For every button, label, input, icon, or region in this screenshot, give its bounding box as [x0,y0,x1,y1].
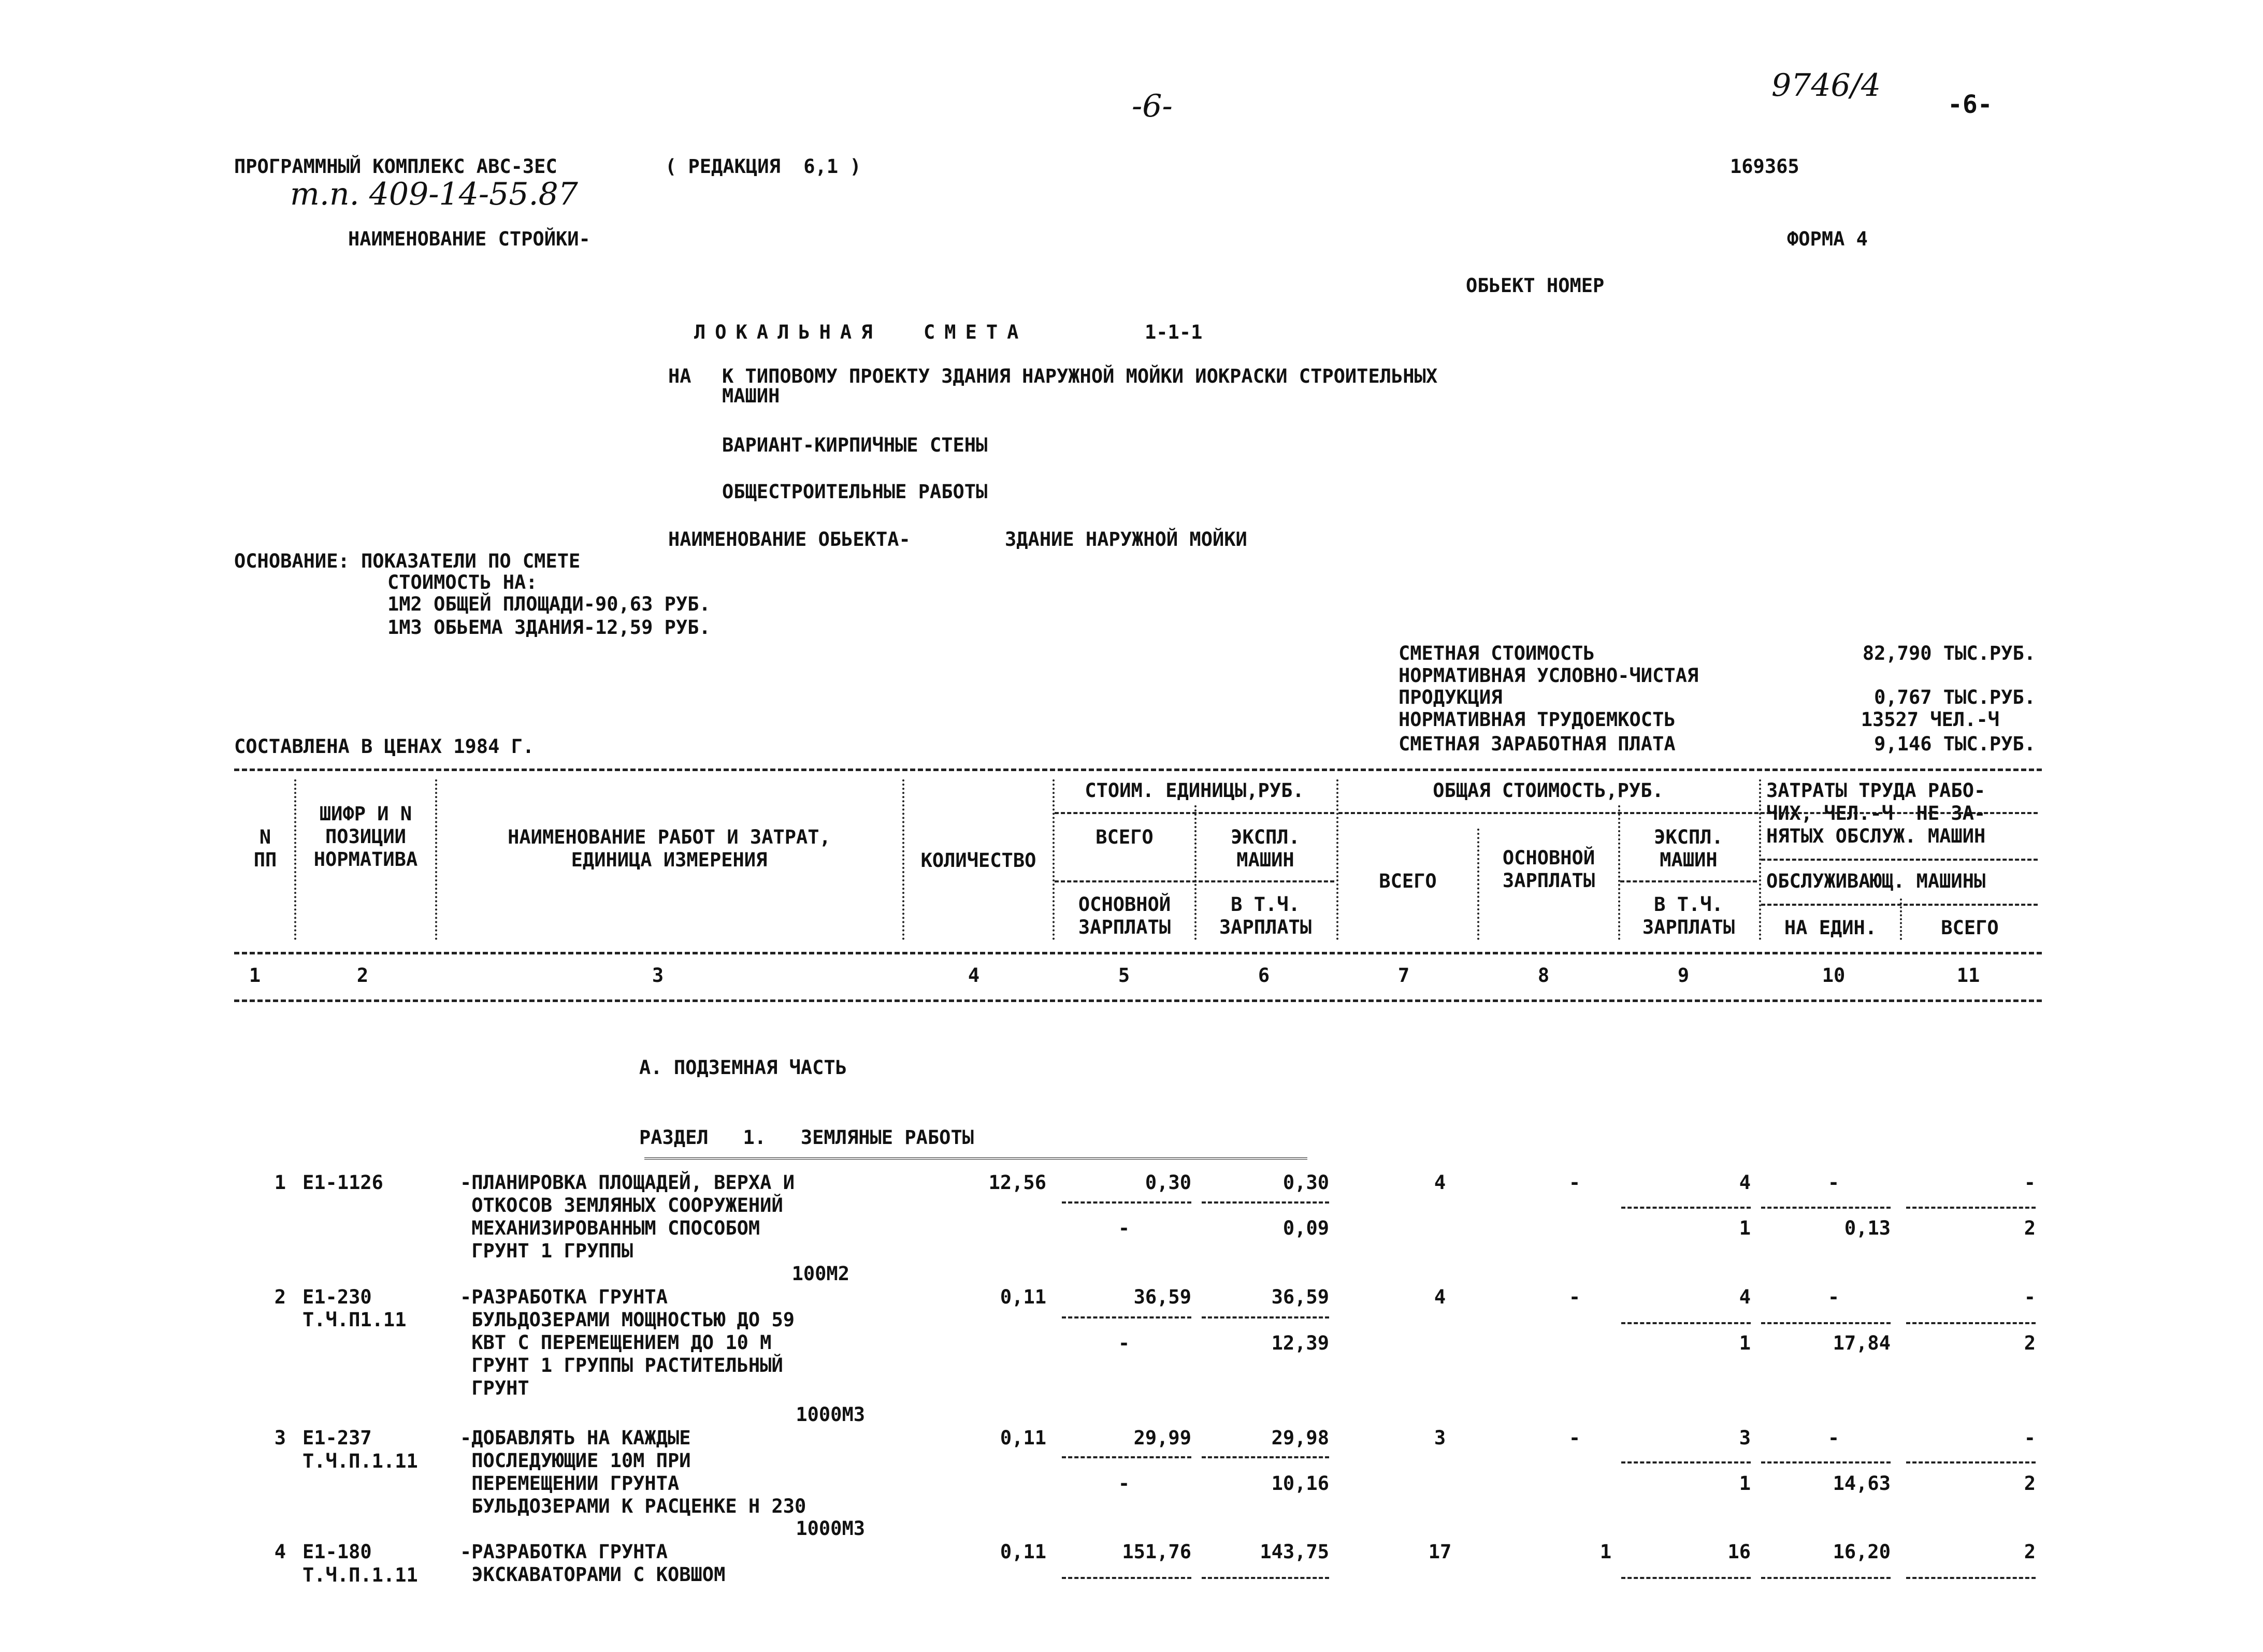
row-total-ekspl: 4 [1739,1286,1751,1308]
header-total-vt: В Т.Ч. ЗАРПЛАТЫ [1642,893,1735,938]
row-qty: 12,56 [988,1171,1046,1194]
form-label: ФОРМА 4 [1787,228,1868,250]
header-col-name: НАИМЕНОВАНИЕ РАБОТ И ЗАТРАТ, ЕДИНИЦА ИЗМЕРЕНИЯ [508,826,831,871]
estimate-subject-line2: МАШИН [722,385,780,407]
estimate-on-prefix: НА [668,365,691,387]
row-unit-ekspl: 143,75 [1260,1541,1329,1563]
estimate-title: ЛОКАЛЬНАЯ СМЕТА [694,321,1028,343]
col-number: 10 [1822,964,1846,987]
row-name: -РАЗРАБОТКА ГРУНТА БУЛЬДОЗЕРАМИ МОЩНОСТЬЮ ДО 59 КВТ С ПЕРЕМЕЩЕНИЕМ ДО 10 М ГРУНТ 1 ГРУППЫ РАСТИТЕЛЬНЫЙ ГРУНТ [460,1286,795,1399]
summary-label-5: СМЕТНАЯ ЗАРАБОТНАЯ ПЛАТА [1399,733,1676,755]
header-col-n: N ПП [253,826,277,871]
estimate-works: ОБЩЕСТРОИТЕЛЬНЫЕ РАБОТЫ [722,481,988,503]
row-total-osn: - [1568,1427,1581,1449]
row-labor-total: 2 [2024,1472,2036,1495]
row-subrule [1621,1322,1751,1324]
col-number: 1 [249,964,261,987]
header-total-vsego: ВСЕГО [1379,870,1437,892]
header-subrule [1055,812,1334,814]
row-qty: 0,11 [1000,1427,1046,1449]
row-labor-total-top: - [2024,1171,2036,1194]
header-labor-obsl: ОБСЛУЖИВАЮЩ. МАШИНЫ [1766,870,1986,892]
row-labor-total-top: - [2024,1286,2036,1308]
row-subrule [1202,1456,1329,1458]
row-labor-unit: 17,84 [1833,1332,1891,1354]
row-subrule [1761,1577,1891,1579]
table-colnum-rule [234,999,2042,1002]
row-labor-total: 2 [2024,1217,2036,1239]
row-total-vt: 1 [1739,1332,1751,1354]
basis-line4: 1М3 ОБЬЕМА ЗДАНИЯ-12,59 РУБ. [387,616,711,639]
row-total-osn: 1 [1599,1541,1612,1563]
row-unit-ekspl: 0,30 [1282,1171,1329,1194]
row-code-note: Т.Ч.П1.11 [302,1309,407,1331]
row-unit-vt-zp: 12,39 [1271,1332,1329,1354]
row-total-vsego: 4 [1434,1286,1446,1308]
row-total-ekspl: 3 [1739,1427,1751,1449]
row-name: -РАЗРАБОТКА ГРУНТА ЭКСКАВАТОРАМИ С КОВШОМ [460,1541,726,1586]
row-subrule [1761,1322,1891,1324]
row-code: Е1-1126 [302,1171,383,1194]
col-number: 5 [1118,964,1130,987]
row-subrule [1202,1201,1329,1204]
row-unit-vt-zp: 10,16 [1271,1472,1329,1495]
header-subrule [1055,880,1334,882]
row-total-vsego: 4 [1434,1171,1446,1194]
object-name-label: НАИМЕНОВАНИЕ ОБЬЕКТА- [668,528,911,550]
row-labor-unit-top: - [1827,1286,1840,1308]
row-unit-osn-zp: - [1118,1332,1130,1354]
col-number: 7 [1397,964,1410,987]
col-number: 2 [356,964,369,987]
basis-line2: СТОИМОСТЬ НА: [387,571,538,593]
row-unit: 100М2 [791,1263,849,1285]
summary-value-5: 9,146 ТЫС.РУБ. [1874,733,2036,755]
document-number-handwritten: 9746/4 [1771,67,1881,104]
row-code-note: Т.Ч.П.1.11 [302,1564,418,1586]
project-number-handwritten: т.п. 409-14-55.87 [290,176,578,212]
header-labor: ЗАТРАТЫ ТРУДА РАБО- ЧИХ, ЧЕЛ.-Ч НЕ ЗА- НЯТЫХ ОБСЛУЖ. МАШИН [1766,779,1986,847]
row-total-osn: - [1568,1171,1581,1194]
row-total-ekspl: 4 [1739,1171,1751,1194]
col-divider [1336,779,1338,940]
object-number-label: ОБЬЕКТ НОМЕР [1466,274,1605,297]
summary-value-3: 0,767 ТЫС.РУБ. [1874,686,2036,708]
header-unit-vsego: ВСЕГО [1096,826,1154,848]
row-unit-vt-zp: 0,09 [1282,1217,1329,1239]
estimate-subject-line1: К ТИПОВОМУ ПРОЕКТУ ЗДАНИЯ НАРУЖНОЙ МОЙКИ ИОКРАСКИ СТРОИТЕЛЬНЫХ [722,365,1438,387]
row-unit: 1000М3 [796,1403,865,1426]
row-subrule [1202,1316,1329,1318]
row-name: -ДОБАВЛЯТЬ НА КАЖДЫЕ ПОСЛЕДУЮЩИЕ 10М ПРИ ПЕРЕМЕЩЕНИИ ГРУНТА БУЛЬДОЗЕРАМИ К РАСЦЕНКЕ Н 230 [460,1427,806,1517]
row-unit-osn-zp: - [1118,1217,1130,1239]
row-subrule [1761,1461,1891,1463]
construction-name-label: НАИМЕНОВАНИЕ СТРОЙКИ- [348,228,590,250]
summary-label-4: НОРМАТИВНАЯ ТРУДОЕМКОСТЬ [1399,708,1676,731]
row-unit: 1000М3 [796,1517,865,1540]
col-number: 11 [1956,964,1980,987]
summary-value-4: 13527 ЧЕЛ.-Ч [1861,708,1999,731]
header-unit-osn-zp: ОСНОВНОЙ ЗАРПЛАТЫ [1078,893,1171,938]
row-subrule [1202,1577,1329,1579]
row-unit-vsego: 151,76 [1122,1541,1191,1563]
row-code: Е1-230 [302,1286,372,1308]
program-edition: ( РЕДАКЦИЯ 6,1 ) [665,155,861,178]
row-subrule [1621,1577,1751,1579]
header-subrule [1761,859,2038,861]
header-labor-total: ВСЕГО [1941,917,1999,939]
header-labor-unit: НА ЕДИН. [1784,917,1877,939]
row-total-ekspl: 16 [1727,1541,1751,1563]
summary-value-1: 82,790 ТЫС.РУБ. [1862,642,2036,664]
row-subrule [1062,1316,1191,1318]
row-name: -ПЛАНИРОВКА ПЛОЩАДЕЙ, ВЕРХА И ОТКОСОВ ЗЕМЛЯНЫХ СООРУЖЕНИЙ МЕХАНИЗИРОВАННЫМ СПОСОБОМ ГРУНТ 1 ГРУППЫ [460,1171,795,1262]
header-col-qty: КОЛИЧЕСТВО [920,849,1036,872]
row-labor-total-top: 2 [2024,1541,2036,1563]
table-top-rule [234,769,2042,771]
row-subrule [1062,1577,1191,1579]
part-heading: А. ПОДЗЕМНАЯ ЧАСТЬ [639,1056,847,1079]
col-number: 6 [1258,964,1270,987]
row-labor-total-top: - [2024,1427,2036,1449]
row-subrule [1761,1207,1891,1209]
header-unit-ekspl: ЭКСПЛ. МАШИН [1231,826,1300,871]
header-subrule [1761,904,2038,906]
row-subrule [1906,1322,2036,1324]
object-name: ЗДАНИЕ НАРУЖНОЙ МОЙКИ [1005,528,1247,550]
header-unit-vt-zp: В Т.Ч. ЗАРПЛАТЫ [1219,893,1312,938]
row-number: 2 [274,1286,286,1308]
section-underline [644,1157,1307,1160]
row-unit-ekspl: 36,59 [1271,1286,1329,1308]
header-total-ekspl: ЭКСПЛ. МАШИН [1654,826,1723,871]
row-subrule [1621,1207,1751,1209]
row-total-vt: 1 [1739,1217,1751,1239]
row-code: Е1-237 [302,1427,372,1449]
row-unit-vsego: 0,30 [1145,1171,1191,1194]
row-number: 1 [274,1171,286,1194]
table-header-rule [234,952,2042,954]
row-subrule [1621,1461,1751,1463]
row-total-vsego: 17 [1428,1541,1452,1563]
col-number: 9 [1677,964,1690,987]
row-labor-unit: 14,63 [1833,1472,1891,1495]
row-labor-unit: 0,13 [1844,1217,1891,1239]
header-total-osn: ОСНОВНОЙ ЗАРПЛАТЫ [1502,847,1595,892]
header-col-code: ШИФР И N ПОЗИЦИИ НОРМАТИВА [313,803,418,871]
row-subrule [1062,1456,1191,1458]
basis-line3: 1М2 ОБЩЕЙ ПЛОЩАДИ-90,63 РУБ. [387,593,711,615]
document-code: 169365 [1730,155,1799,178]
row-number: 4 [274,1541,286,1563]
row-labor-total: 2 [2024,1332,2036,1354]
row-labor-unit-top: - [1827,1171,1840,1194]
row-code: Е1-180 [302,1541,372,1563]
summary-label-2: НОРМАТИВНАЯ УСЛОВНО-ЧИСТАЯ [1399,664,1699,687]
col-number: 8 [1537,964,1550,987]
row-unit-ekspl: 29,98 [1271,1427,1329,1449]
page-number-handwritten: -6- [1132,88,1173,124]
summary-label-1: СМЕТНАЯ СТОИМОСТЬ [1399,642,1595,664]
row-unit-vsego: 29,99 [1133,1427,1191,1449]
price-basis: СОСТАВЛЕНА В ЦЕНАХ 1984 Г. [234,735,535,758]
summary-label-3: ПРОДУКЦИЯ [1399,686,1503,708]
row-number: 3 [274,1427,286,1449]
row-labor-unit-top: - [1827,1427,1840,1449]
row-qty: 0,11 [1000,1286,1046,1308]
col-number: 4 [968,964,980,987]
row-labor-unit-top: 16,20 [1833,1541,1891,1563]
program-name: ПРОГРАММНЫЙ КОМПЛЕКС АВС-3ЕС [234,155,557,178]
header-unit-cost: СТОИМ. ЕДИНИЦЫ,РУБ. [1085,779,1304,802]
row-unit-vsego: 36,59 [1133,1286,1191,1308]
header-total-cost: ОБЩАЯ СТОИМОСТЬ,РУБ. [1433,779,1664,802]
row-total-vsego: 3 [1434,1427,1446,1449]
basis-line1: ОСНОВАНИЕ: ПОКАЗАТЕЛИ ПО СМЕТЕ [234,550,581,572]
row-subrule [1906,1461,2036,1463]
row-unit-osn-zp: - [1118,1472,1130,1495]
row-subrule [1906,1207,2036,1209]
row-subrule [1062,1201,1191,1204]
header-subrule [1620,880,1757,882]
row-code-note: Т.Ч.П.1.11 [302,1450,418,1472]
col-number: 3 [652,964,664,987]
row-total-osn: - [1568,1286,1581,1308]
estimate-number: 1-1-1 [1145,321,1203,343]
row-total-vt: 1 [1739,1472,1751,1495]
estimate-variant: ВАРИАНТ-КИРПИЧНЫЕ СТЕНЫ [722,434,988,456]
section-heading: РАЗДЕЛ 1. ЗЕМЛЯНЫЕ РАБОТЫ [639,1126,974,1149]
row-subrule [1906,1577,2036,1579]
page-number: -6- [1948,90,1993,119]
row-qty: 0,11 [1000,1541,1046,1563]
